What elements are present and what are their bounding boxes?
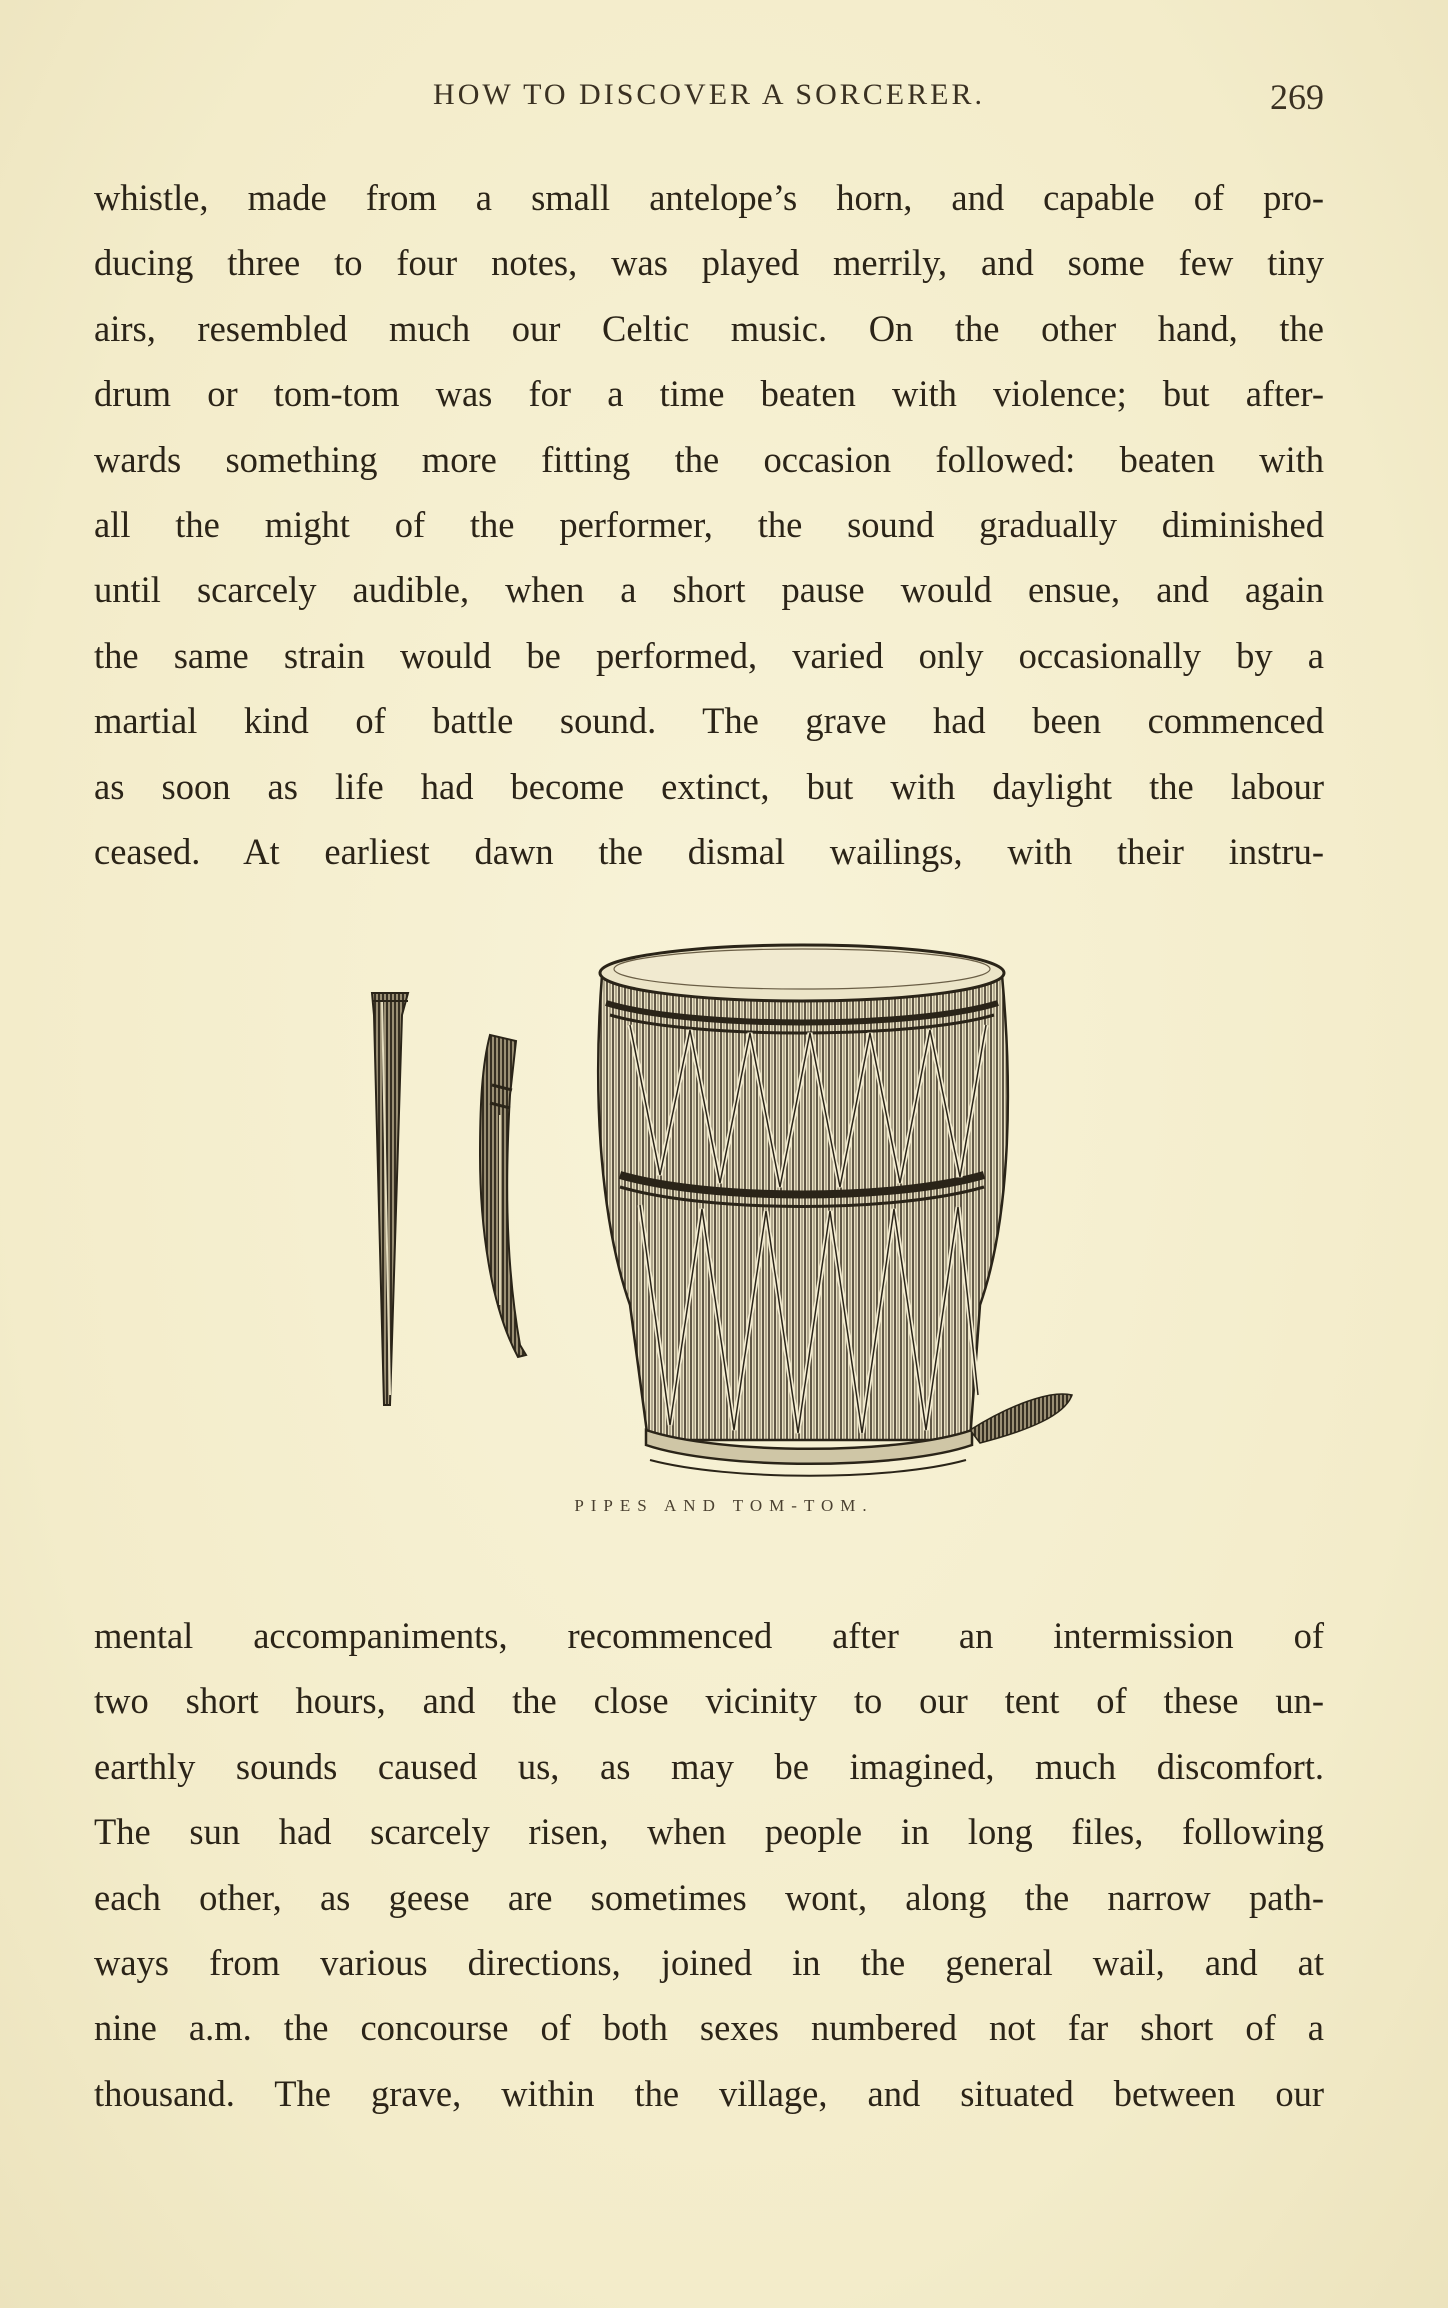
- text-line: all the might of the performer, the sound gradually diminished: [94, 503, 1324, 545]
- straight-pipe-drawing: [372, 993, 408, 1405]
- text-line: two short hours, and the close vicinity to our tent of these un-: [94, 1680, 1324, 1722]
- text-line: ways from various directions, joined in the general wail, and at: [94, 1941, 1324, 1983]
- figure-caption: PIPES AND TOM-TOM.: [574, 1496, 874, 1515]
- text-line: until scarcely audible, when a short pause would ensue, and again: [94, 569, 1324, 611]
- text-line: whistle, made from a small antelope’s horn, and capable of pro-: [94, 177, 1324, 218]
- text-line: drum or tom-tom was for a time beaten with violence; but after-: [94, 373, 1324, 415]
- text-line: as soon as life had become extinct, but with daylight the labour: [94, 765, 1324, 807]
- text-line: nine a.m. the concourse of both sexes numbered not far short of a: [94, 2007, 1324, 2049]
- text-line: ceased. At earliest dawn the dismal wailings, with their instru-: [94, 830, 1324, 872]
- text-line: wards something more fitting the occasion followed: beaten with: [94, 438, 1324, 480]
- running-head: [94, 78, 1324, 122]
- running-title: HOW TO DISCOVER A SORCERER.: [433, 78, 985, 111]
- text-line: earthly sounds caused us, as may be imagined, much discomfort.: [94, 1745, 1324, 1787]
- curved-horn-pipe-drawing: [480, 1035, 526, 1357]
- paragraph-top: [94, 165, 1324, 884]
- page-number: 269: [1270, 77, 1324, 117]
- text-line: the same strain would be performed, varied only occasionally by a: [94, 634, 1324, 676]
- text-line: The sun had scarcely risen, when people in long files, following: [94, 1811, 1324, 1853]
- text-line: martial kind of battle sound. The grave had been commenced: [94, 700, 1324, 742]
- tom-tom-drum-drawing: [598, 945, 1072, 1476]
- paragraph-bottom: [94, 1603, 1324, 2126]
- text-line: airs, resembled much our Celtic music. On the other hand, the: [94, 307, 1324, 349]
- text-line: ducing three to four notes, was played merrily, and some few tiny: [94, 242, 1324, 284]
- text-line: each other, as geese are sometimes wont, along the narrow path-: [94, 1876, 1324, 1918]
- text-line: mental accompaniments, recommenced after an intermission of: [94, 1615, 1324, 1656]
- text-line: thousand. The grave, within the village, and situated between our: [94, 2072, 1324, 2114]
- pipes-and-tom-tom-illustration: [330, 925, 1090, 1485]
